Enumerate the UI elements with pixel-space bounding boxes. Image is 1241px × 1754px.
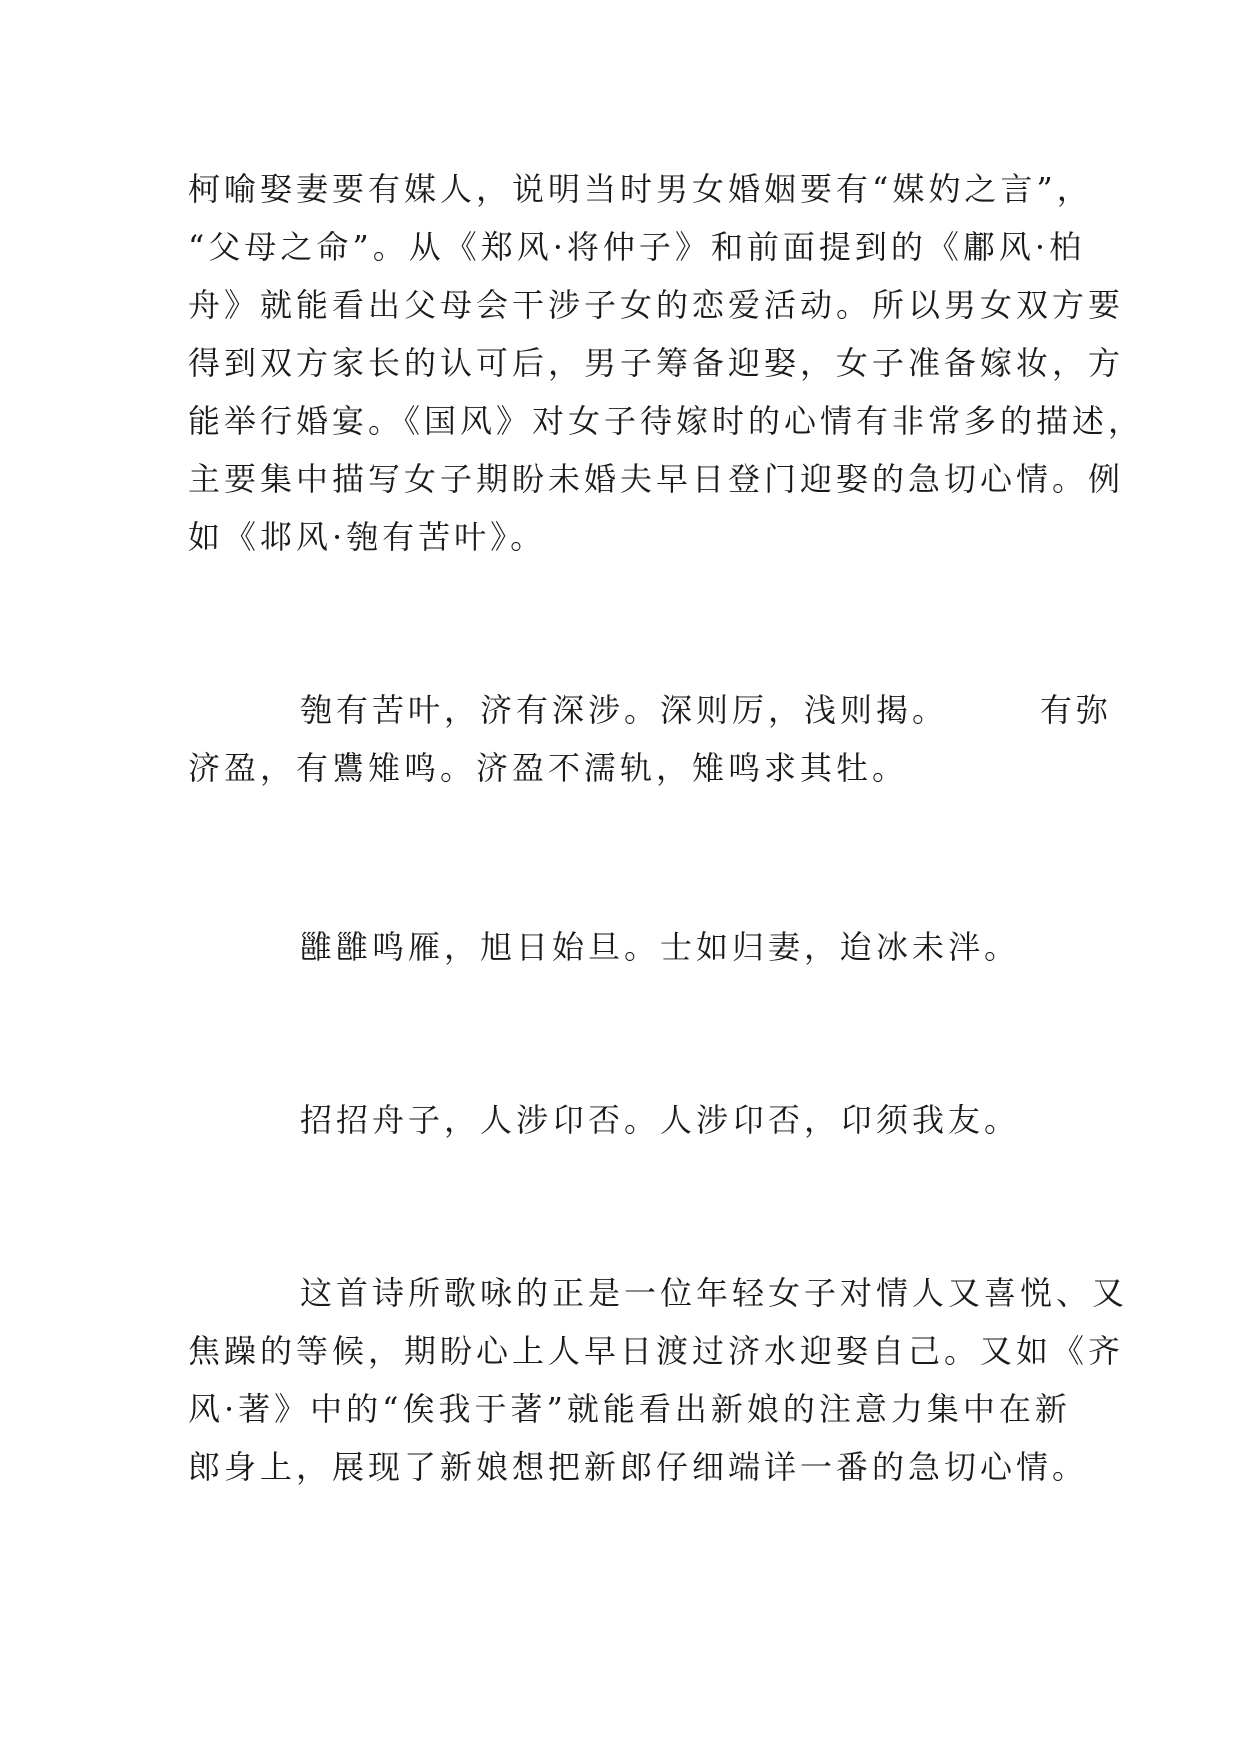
text-line: 风·著》中的“俟我于著”就能看出新娘的注意力集中在新 — [188, 1390, 1071, 1428]
text-line: 如《邶风·匏有苦叶》。 — [188, 518, 547, 556]
text-line: 招招舟子，人涉卬否。人涉卬否，卬须我友。 — [300, 1101, 1021, 1139]
text-line: 郎身上，展现了新娘想把新郎仔细端详一番的急切心情。 — [188, 1448, 1089, 1486]
text-line: 这首诗所歌咏的正是一位年轻女子对情人又喜悦、又 — [300, 1274, 1129, 1312]
text-line: 雝雝鸣雁，旭日始旦。士如归妻，迨冰未泮。 — [300, 928, 1021, 966]
text-line: “父母之命”。从《郑风·将仲子》和前面提到的《鄘风·柏 — [188, 228, 1086, 266]
poem-stanza-3 — [188, 1091, 1056, 1149]
text-line: 主要集中描写女子期盼未婚夫早日登门迎娶的急切心情。例 — [188, 460, 1125, 498]
text-line: 焦躁的等候，期盼心上人早日渡过济水迎娶自己。又如《齐 — [188, 1332, 1125, 1370]
text-line: 济盈，有鷕雉鸣。济盈不濡轨，雉鸣求其牡。 — [188, 749, 909, 787]
text-line: 得到双方家长的认可后，男子筹备迎娶，女子准备嫁妆，方 — [188, 344, 1125, 382]
text-line: 能举行婚宴。《国风》对女子待嫁时的心情有非常多的描述， — [188, 402, 1145, 440]
paragraph-commentary — [188, 1264, 1129, 1496]
paragraph-marriage-customs — [188, 160, 1145, 566]
text-line: 舟》就能看出父母会干涉子女的恋爱活动。所以男女双方要 — [188, 286, 1125, 324]
text-line: 柯喻娶妻要有媒人，说明当时男女婚姻要有“媒妁之言”， — [188, 170, 1093, 208]
poem-stanza-1 — [188, 681, 1113, 797]
text-line: 匏有苦叶，济有深涉。深则厉，浅则揭。 有弥 — [300, 691, 1113, 729]
poem-stanza-2 — [188, 918, 1056, 976]
